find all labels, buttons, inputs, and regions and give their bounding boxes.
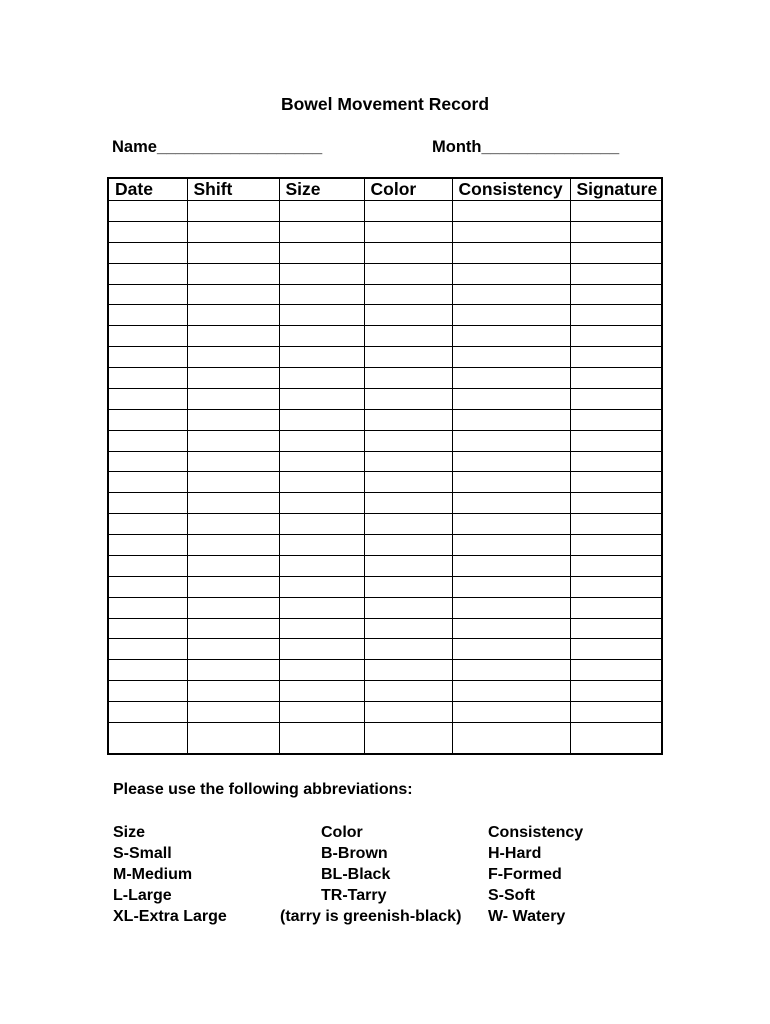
table-cell-signature xyxy=(570,305,662,326)
table-cell-size xyxy=(279,221,364,242)
table-cell-date xyxy=(108,722,187,754)
table-cell-consistency xyxy=(452,535,570,556)
table-cell-date xyxy=(108,660,187,681)
table-cell-color xyxy=(364,555,452,576)
abbr-consistency-item: H-Hard xyxy=(488,845,542,862)
table-cell-size xyxy=(279,722,364,754)
table-cell-color xyxy=(364,388,452,409)
table-cell-date xyxy=(108,576,187,597)
table-cell-signature xyxy=(570,368,662,389)
table-cell-color xyxy=(364,201,452,222)
table-cell-size xyxy=(279,368,364,389)
abbr-size-item: Size xyxy=(113,824,146,841)
table-cell-shift xyxy=(187,201,279,222)
abbr-consistency-item: S-Soft xyxy=(488,887,536,904)
month-blank-line: _______________ xyxy=(481,138,620,156)
table-header-row xyxy=(108,178,662,201)
table-cell-color xyxy=(364,722,452,754)
table-cell-shift xyxy=(187,242,279,263)
table-cell-color xyxy=(364,535,452,556)
table-cell-consistency xyxy=(452,555,570,576)
table-cell-date xyxy=(108,305,187,326)
table-row xyxy=(108,535,662,556)
table-row xyxy=(108,430,662,451)
table-cell-date xyxy=(108,472,187,493)
table-cell-size xyxy=(279,514,364,535)
table-row xyxy=(108,368,662,389)
table-row xyxy=(108,242,662,263)
table-cell-shift xyxy=(187,535,279,556)
table-row xyxy=(108,263,662,284)
table-cell-shift xyxy=(187,305,279,326)
table-cell-consistency xyxy=(452,618,570,639)
table-cell-signature xyxy=(570,660,662,681)
column-header: Signature xyxy=(570,178,662,201)
table-cell-signature xyxy=(570,263,662,284)
table-row xyxy=(108,201,662,222)
table-cell-size xyxy=(279,201,364,222)
table-cell-color xyxy=(364,305,452,326)
table-cell-date xyxy=(108,681,187,702)
table-cell-shift xyxy=(187,555,279,576)
table-cell-color xyxy=(364,660,452,681)
table-cell-signature xyxy=(570,639,662,660)
table-cell-consistency xyxy=(452,284,570,305)
abbr-consistency-item: F-Formed xyxy=(488,866,562,883)
table-cell-signature xyxy=(570,722,662,754)
table-cell-date xyxy=(108,368,187,389)
table-cell-shift xyxy=(187,681,279,702)
table-cell-consistency xyxy=(452,660,570,681)
table-cell-consistency xyxy=(452,514,570,535)
table-cell-size xyxy=(279,535,364,556)
table-cell-color xyxy=(364,702,452,723)
table-cell-color xyxy=(364,451,452,472)
table-cell-shift xyxy=(187,597,279,618)
table-cell-signature xyxy=(570,535,662,556)
table-cell-color xyxy=(364,368,452,389)
abbr-size-item: L-Large xyxy=(113,887,172,904)
month-field xyxy=(432,137,619,158)
table-cell-date xyxy=(108,535,187,556)
abbreviations-size-column xyxy=(113,822,227,927)
table-cell-signature xyxy=(570,326,662,347)
table-cell-date xyxy=(108,242,187,263)
table-cell-shift xyxy=(187,221,279,242)
table-cell-consistency xyxy=(452,722,570,754)
table-cell-consistency xyxy=(452,326,570,347)
name-label: Name xyxy=(112,138,157,156)
table-cell-color xyxy=(364,284,452,305)
table-cell-date xyxy=(108,388,187,409)
table-row xyxy=(108,681,662,702)
column-header: Consistency xyxy=(452,178,570,201)
table-cell-shift xyxy=(187,347,279,368)
table-cell-shift xyxy=(187,326,279,347)
table-cell-date xyxy=(108,597,187,618)
table-cell-consistency xyxy=(452,451,570,472)
table-cell-size xyxy=(279,388,364,409)
abbr-color-item: TR-Tarry xyxy=(321,887,387,904)
table-cell-consistency xyxy=(452,305,570,326)
column-header: Date xyxy=(108,178,187,201)
table-cell-color xyxy=(364,493,452,514)
table-cell-date xyxy=(108,451,187,472)
table-cell-signature xyxy=(570,597,662,618)
table-cell-signature xyxy=(570,451,662,472)
table-cell-shift xyxy=(187,284,279,305)
table-cell-size xyxy=(279,618,364,639)
table-cell-size xyxy=(279,555,364,576)
abbr-size-item: XL-Extra Large xyxy=(113,908,227,925)
abbr-color-item: (tarry is greenish-black) xyxy=(280,908,462,925)
table-cell-color xyxy=(364,347,452,368)
abbr-size-item: S-Small xyxy=(113,845,172,862)
table-cell-consistency xyxy=(452,221,570,242)
table-cell-signature xyxy=(570,242,662,263)
table-body xyxy=(108,201,662,755)
table-row xyxy=(108,305,662,326)
table-cell-consistency xyxy=(452,702,570,723)
page-title: Bowel Movement Record xyxy=(280,94,490,114)
table-cell-shift xyxy=(187,639,279,660)
table-row xyxy=(108,514,662,535)
table-cell-consistency xyxy=(452,681,570,702)
abbr-consistency-item: Consistency xyxy=(488,824,584,841)
table-cell-consistency xyxy=(452,368,570,389)
table-cell-date xyxy=(108,409,187,430)
table-cell-color xyxy=(364,430,452,451)
table-cell-shift xyxy=(187,472,279,493)
abbr-color-item: B-Brown xyxy=(321,845,388,862)
table-row xyxy=(108,472,662,493)
abbreviations-intro: Please use the following abbreviations: xyxy=(113,781,413,798)
table-cell-date xyxy=(108,221,187,242)
abbreviations-color-column xyxy=(280,822,462,927)
table-cell-size xyxy=(279,263,364,284)
table-cell-consistency xyxy=(452,597,570,618)
table-cell-signature xyxy=(570,555,662,576)
table-row xyxy=(108,660,662,681)
table-cell-size xyxy=(279,639,364,660)
table-cell-date xyxy=(108,514,187,535)
table-cell-date xyxy=(108,201,187,222)
table-cell-consistency xyxy=(452,576,570,597)
table-header xyxy=(108,178,662,201)
table-cell-shift xyxy=(187,618,279,639)
table-row xyxy=(108,326,662,347)
table-cell-signature xyxy=(570,201,662,222)
table-cell-consistency xyxy=(452,639,570,660)
table-cell-date xyxy=(108,702,187,723)
table-cell-size xyxy=(279,597,364,618)
table-cell-size xyxy=(279,430,364,451)
table-cell-shift xyxy=(187,660,279,681)
name-field xyxy=(112,137,322,158)
table-cell-size xyxy=(279,660,364,681)
table-cell-shift xyxy=(187,493,279,514)
table-cell-date xyxy=(108,430,187,451)
table-cell-size xyxy=(279,347,364,368)
table-cell-consistency xyxy=(452,430,570,451)
name-blank-line: __________________ xyxy=(156,138,323,156)
column-header: Shift xyxy=(187,178,279,201)
table-cell-date xyxy=(108,263,187,284)
table-cell-size xyxy=(279,305,364,326)
table-cell-color xyxy=(364,326,452,347)
column-header: Size xyxy=(279,178,364,201)
column-header: Color xyxy=(364,178,452,201)
table-cell-signature xyxy=(570,576,662,597)
table-cell-color xyxy=(364,576,452,597)
table-cell-size xyxy=(279,326,364,347)
record-table xyxy=(107,177,663,755)
table-cell-shift xyxy=(187,409,279,430)
table-cell-consistency xyxy=(452,263,570,284)
table-cell-color xyxy=(364,409,452,430)
table-cell-color xyxy=(364,597,452,618)
table-cell-consistency xyxy=(452,347,570,368)
table-cell-color xyxy=(364,681,452,702)
table-cell-size xyxy=(279,284,364,305)
month-label: Month xyxy=(432,138,482,156)
table-cell-signature xyxy=(570,284,662,305)
table-cell-date xyxy=(108,326,187,347)
table-cell-shift xyxy=(187,451,279,472)
table-cell-color xyxy=(364,639,452,660)
table-cell-color xyxy=(364,221,452,242)
table-cell-shift xyxy=(187,722,279,754)
table-row xyxy=(108,493,662,514)
table-row xyxy=(108,409,662,430)
table-cell-signature xyxy=(570,702,662,723)
table-cell-date xyxy=(108,284,187,305)
table-cell-shift xyxy=(187,368,279,389)
table-row xyxy=(108,555,662,576)
table-cell-consistency xyxy=(452,472,570,493)
table-cell-consistency xyxy=(452,388,570,409)
table-cell-consistency xyxy=(452,409,570,430)
table-cell-consistency xyxy=(452,493,570,514)
abbreviations-consistency-column xyxy=(488,822,583,927)
table-cell-shift xyxy=(187,702,279,723)
abbr-size-item: M-Medium xyxy=(113,866,193,883)
table-cell-color xyxy=(364,618,452,639)
table-cell-signature xyxy=(570,409,662,430)
abbr-consistency-item: W- Watery xyxy=(488,908,566,925)
table-row xyxy=(108,722,662,754)
table-cell-size xyxy=(279,451,364,472)
abbr-color-item: BL-Black xyxy=(321,866,391,883)
table-cell-signature xyxy=(570,388,662,409)
table-row xyxy=(108,451,662,472)
table-cell-signature xyxy=(570,493,662,514)
table-cell-consistency xyxy=(452,242,570,263)
table-row xyxy=(108,284,662,305)
table-cell-date xyxy=(108,639,187,660)
table-cell-date xyxy=(108,347,187,368)
table-cell-shift xyxy=(187,514,279,535)
table-cell-signature xyxy=(570,618,662,639)
table-cell-signature xyxy=(570,221,662,242)
table-cell-size xyxy=(279,409,364,430)
table-cell-size xyxy=(279,242,364,263)
table-row xyxy=(108,639,662,660)
table-cell-date xyxy=(108,555,187,576)
table-cell-signature xyxy=(570,514,662,535)
table-cell-signature xyxy=(570,430,662,451)
table-row xyxy=(108,576,662,597)
table-cell-consistency xyxy=(452,201,570,222)
table-cell-color xyxy=(364,263,452,284)
table-cell-signature xyxy=(570,347,662,368)
abbr-color-item: Color xyxy=(321,824,363,841)
table-row xyxy=(108,388,662,409)
table-row xyxy=(108,597,662,618)
table-cell-shift xyxy=(187,263,279,284)
table-cell-size xyxy=(279,702,364,723)
table-cell-date xyxy=(108,493,187,514)
table-cell-date xyxy=(108,618,187,639)
table-cell-signature xyxy=(570,681,662,702)
table-cell-color xyxy=(364,472,452,493)
table-row xyxy=(108,347,662,368)
table-cell-color xyxy=(364,514,452,535)
table-row xyxy=(108,221,662,242)
table-cell-signature xyxy=(570,472,662,493)
table-cell-shift xyxy=(187,430,279,451)
table-cell-size xyxy=(279,493,364,514)
table-cell-size xyxy=(279,472,364,493)
table-row xyxy=(108,618,662,639)
table-cell-shift xyxy=(187,576,279,597)
table-cell-shift xyxy=(187,388,279,409)
table-cell-size xyxy=(279,576,364,597)
table-row xyxy=(108,702,662,723)
table-cell-size xyxy=(279,681,364,702)
table-cell-color xyxy=(364,242,452,263)
